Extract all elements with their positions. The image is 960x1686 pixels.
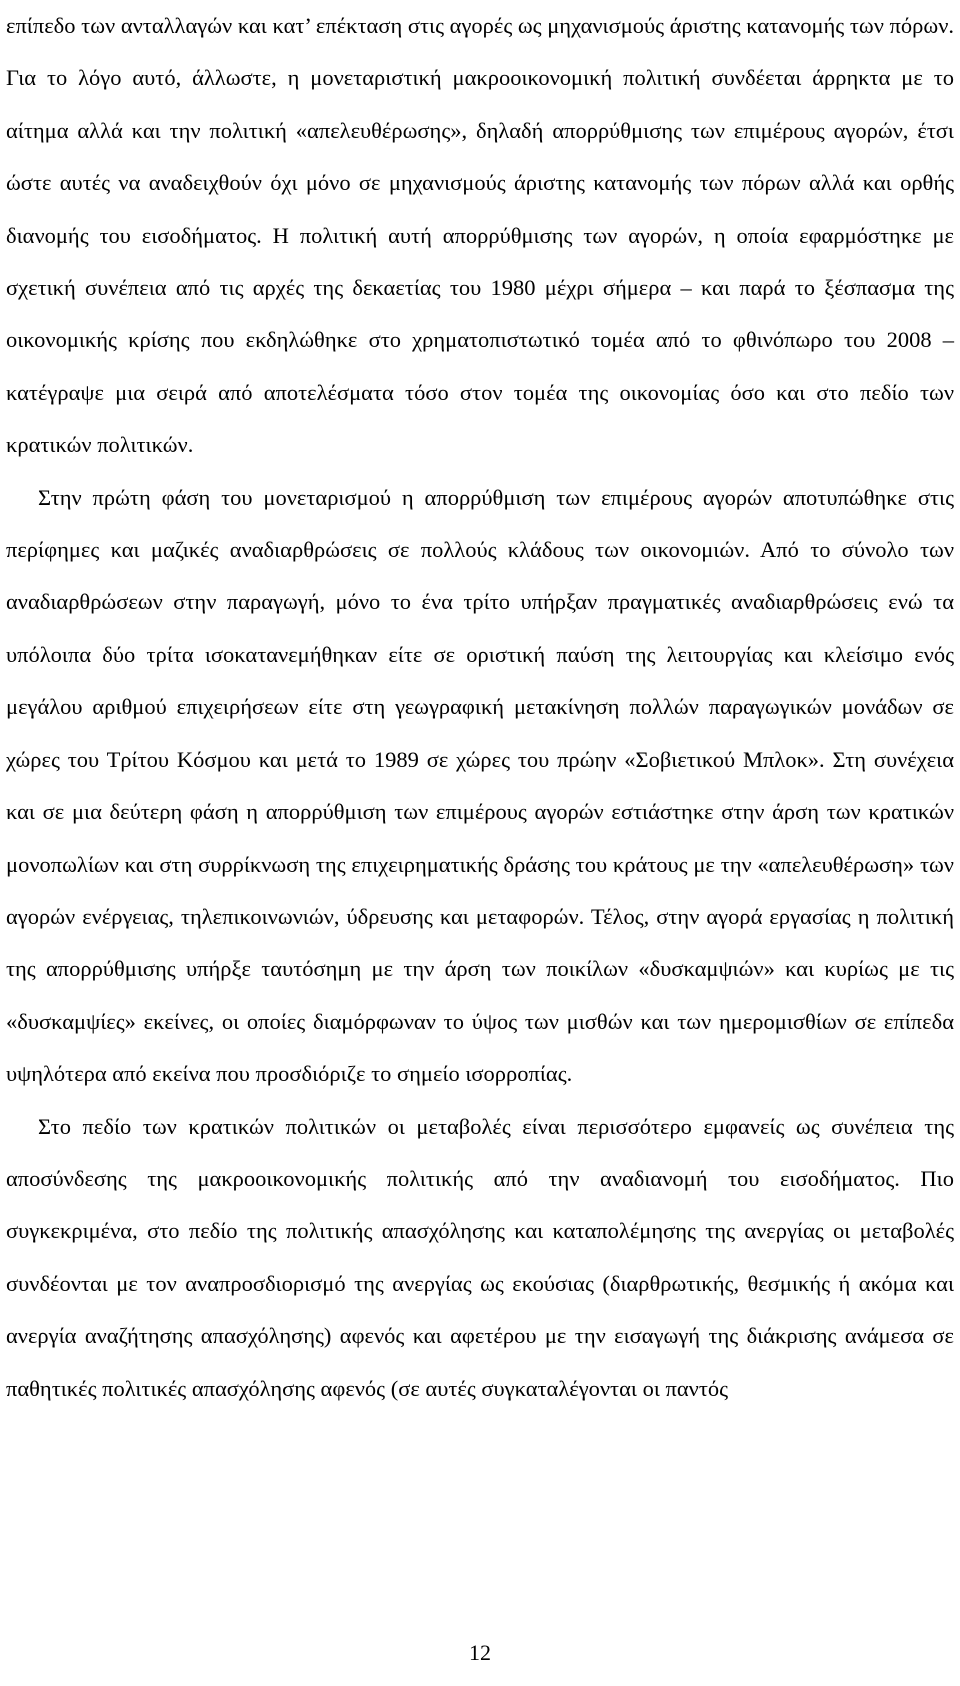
paragraph-1: επίπεδο των ανταλλαγών και κατ’ επέκταση στις αγορές ως μηχανισμούς άριστης κατανομής των πόρων. Για το λόγο αυτό, άλλωστε, η μονεταριστική μακροοικονομική πολιτική συνδέεται άρρηκτα με το αίτημα αλλά και την πολιτική «απελευθέρωσης», δηλαδή απορρύθμισης των επιμέρους αγορών, έτσι ώστε αυτές να αναδειχθούν όχι μόνο σε μηχανισμούς άριστης κατανομής των πόρων αλλά και ορθής διανομής του εισοδήματος. Η πολιτική αυτή απορρύθμισης των αγορών, η οποία εφαρμόστηκε με σχετική συνέπεια από τις αρχές της δεκαετίας του 1980 μέχρι σήμερα – και παρά το ξέσπασμα της οικονομικής κρίσης που εκδηλώθηκε στο χρηματοπιστωτικό τομέα από το φθινόπωρο του 2008 – κατέγραψε μια σειρά από αποτελέσματα τόσο στον τομέα της οικονομίας όσο και στο πεδίο των κρατικών πολιτικών. [6,13,954,458]
paragraph-3: Στο πεδίο των κρατικών πολιτικών οι μεταβολές είναι περισσότερο εμφανείς ως συνέπεια της αποσύνδεσης της μακροοικονομικής πολιτικής από την αναδιανομή του εισοδήματος. Πιο συγκεκριμένα, στο πεδίο της πολιτικής απασχόλησης και καταπολέμησης της ανεργίας οι μεταβολές συνδέονται με τον αναπροσδιορισμό της ανεργίας ως εκούσιας (διαρθρωτικής, θεσμικής ή ακόμα και ανεργία αναζήτησης απασχόλησης) αφενός και αφετέρου με την εισαγωγή της διάκρισης ανάμεσα σε παθητικές πολιτικές απασχόλησης αφενός (σε αυτές συγκαταλέγονται οι παντός [6,1113,954,1401]
body-text [6,0,954,1415]
page-number: 12 [469,1640,491,1665]
paragraph-2: Στην πρώτη φάση του μονεταρισμού η απορρύθμιση των επιμέρους αγορών αποτυπώθηκε στις περίφημες και μαζικές αναδιαρθρώσεις σε πολλούς κλάδους των οικονομιών. Από το σύνολο των αναδιαρθρώσεων στην παραγωγή, μόνο το ένα τρίτο υπήρξαν πραγματικές αναδιαρθρώσεις ενώ τα υπόλοιπα δύο τρίτα ισοκατανεμήθηκαν είτε σε οριστική παύση της λειτουργίας και κλείσιμο ενός μεγάλου αριθμού επιχειρήσεων είτε στη γεωγραφική μετακίνηση πολλών παραγωγικών μονάδων σε χώρες του Τρίτου Κόσμου και μετά το 1989 σε χώρες του πρώην «Σοβιετικού Μπλοκ». Στη συνέχεια και σε μια δεύτερη φάση η απορρύθμιση των επιμέρους αγορών εστιάστηκε στην άρση των κρατικών μονοπωλίων και στη συρρίκνωση της επιχειρηματικής δράσης του κράτους με την «απελευθέρωση» των αγορών ενέργειας, τηλεπικοινωνιών, ύδρευσης και μεταφορών. Τέλος, στην αγορά εργασίας η πολιτική της απορρύθμισης υπήρξε ταυτόσημη με την άρση των ποικίλων «δυσκαμψιών» και κυρίως με τις «δυσκαμψίες» εκείνες, οι οποίες διαμόρφωναν το ύψος των μισθών και των ημερομισθίων σε επίπεδα υψηλότερα από εκείνα που προσδιόριζε το σημείο ισορροπίας. [6,484,954,1087]
